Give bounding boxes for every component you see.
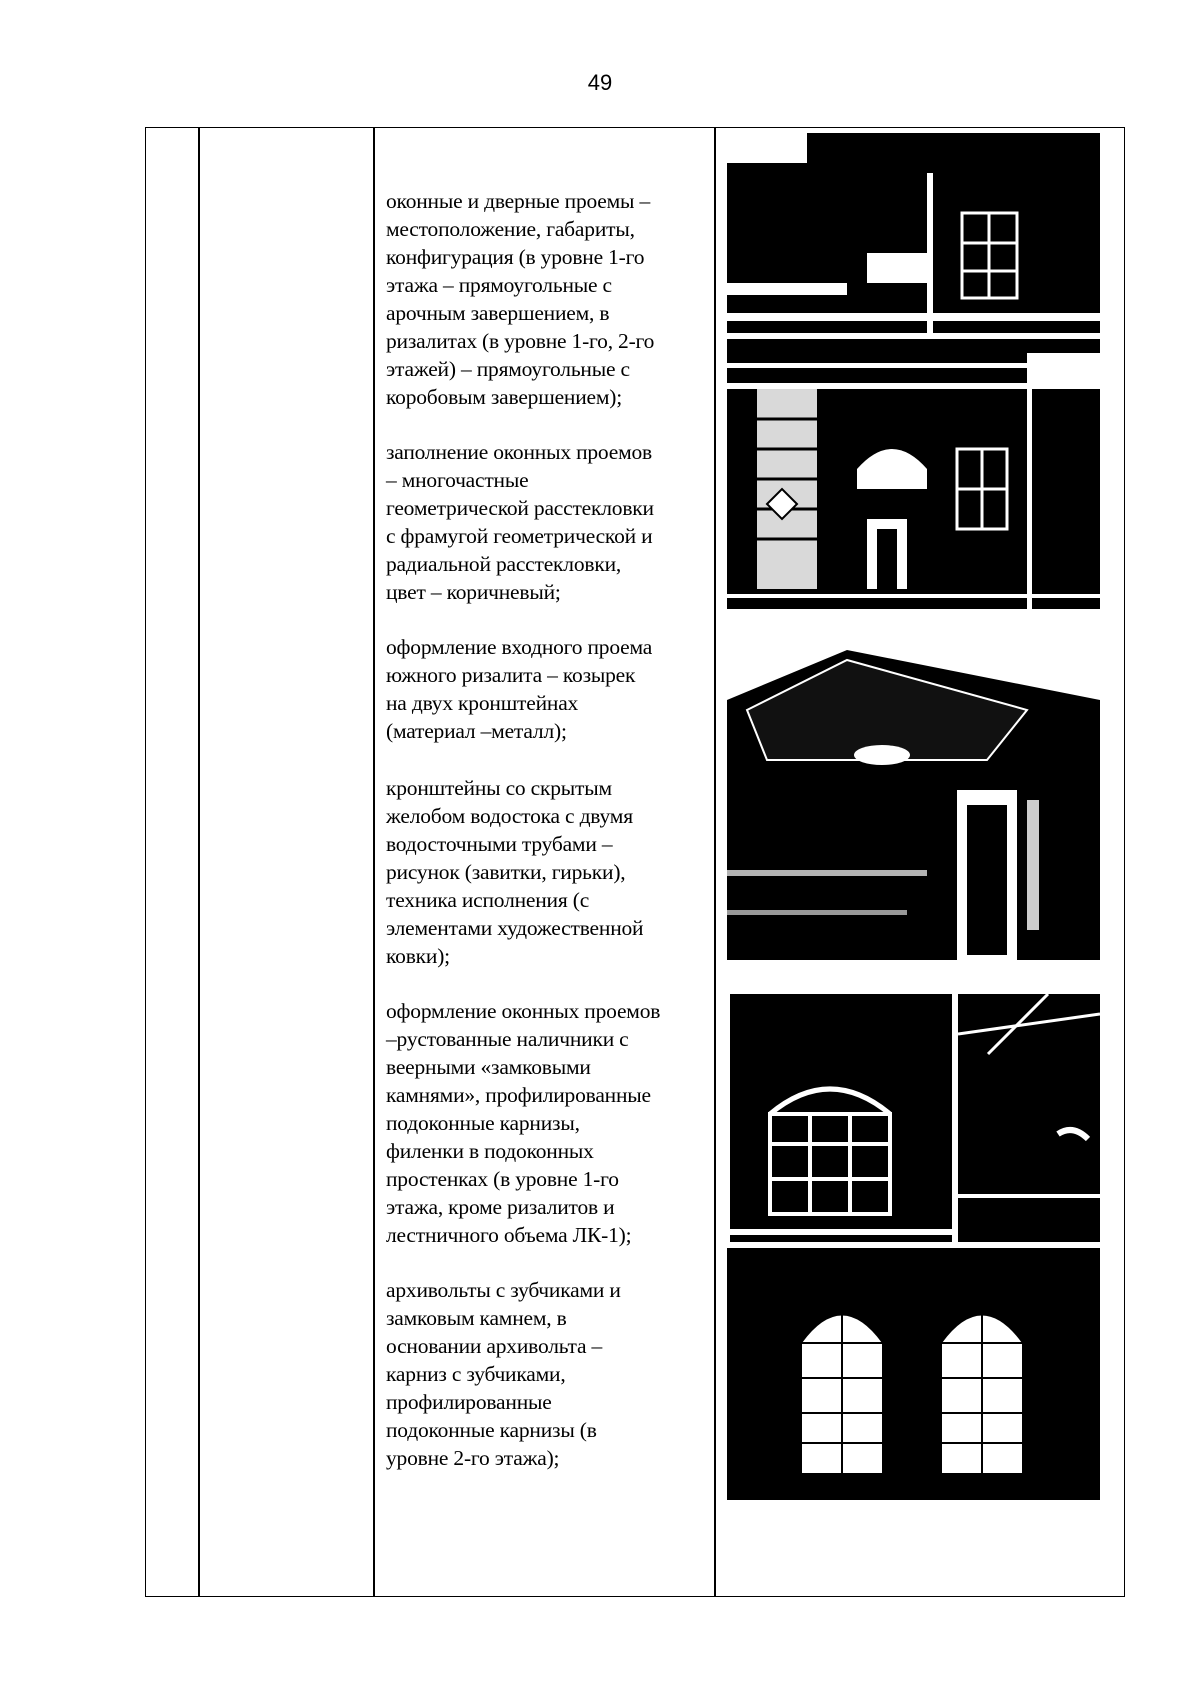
window-surround-photo (730, 994, 952, 1242)
description-paragraph: оформление оконных проемов –рустованные наличники с веерными «замковыми камнями», профилированные подоконные карнизы, филенки в подоконных простенках (в уровне 1-го этажа, кроме ризалитов и лестничного объема ЛК-1); (386, 999, 661, 1247)
column-divider-2 (373, 128, 375, 1596)
column-divider-1 (198, 128, 200, 1596)
window-detail-photo (958, 994, 1100, 1242)
description-paragraph: оконные и дверные проемы – местоположение, габариты, конфигурация (в уровне 1-го этажа – прямоугольные с арочным завершением, в ризалитах (в уровне 1-го, 2-го этажей) – прямоугольные с коробовым завершением); (386, 189, 655, 409)
description-paragraph: заполнение оконных проемов – многочастные геометрической расстекловки с фрамугой геометрической и радиальной расстекловки, цвет – коричневый; (386, 440, 654, 604)
description-paragraph: кронштейны со скрытым желобом водостока с двумя водосточными трубами – рисунок (завитки, гирьки), техника исполнения (с элементами художественной ковки); (386, 776, 644, 968)
facade-window-photo (727, 133, 1100, 383)
entrance-canopy-photo (727, 640, 1100, 960)
arched-windows-photo (727, 1248, 1100, 1500)
description-paragraph: архивольты с зубчиками и замковым камнем, в основании архивольта – карниз с зубчиками, профилированные подоконные карнизы (в уровне 2-го этажа); (386, 1278, 621, 1470)
entrance-doorway-photo (727, 389, 1100, 609)
description-paragraph: оформление входного проема южного ризалита – козырек на двух кронштейнах (материал –металл); (386, 635, 653, 743)
page-number: 49 (587, 70, 613, 95)
